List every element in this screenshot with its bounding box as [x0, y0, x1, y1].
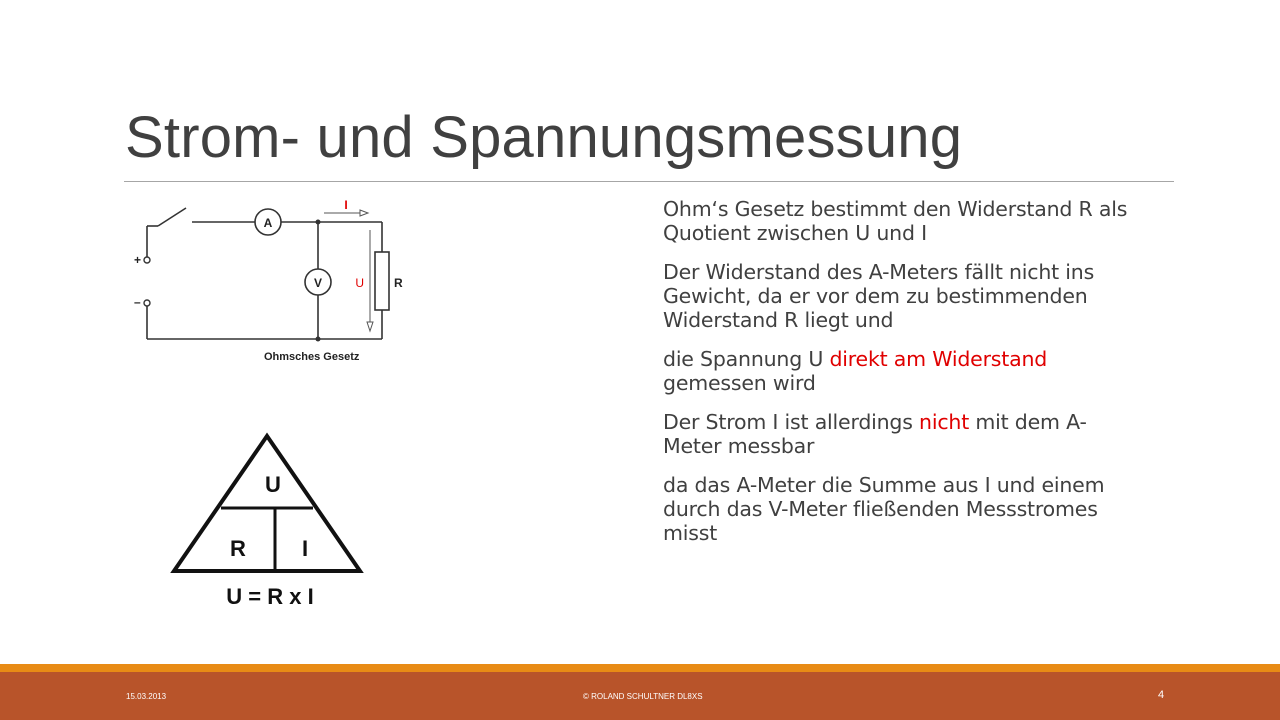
triangle-top-label: U	[265, 472, 281, 497]
junction-bottom	[316, 337, 321, 342]
footer-accent-line	[0, 664, 1280, 672]
bullet-text: gemessen wird	[663, 371, 816, 395]
plus-terminal	[144, 257, 150, 263]
junction-top	[316, 220, 321, 225]
circuit-caption: Ohmsches Gesetz	[264, 351, 360, 363]
current-label: I	[344, 198, 348, 212]
minus-label: –	[134, 295, 141, 309]
ohm-circuit-diagram	[128, 194, 403, 364]
slide-title: Strom- und Spannungsmessung	[125, 105, 963, 170]
bullet-item	[663, 410, 1143, 458]
triangle-right-label: I	[301, 536, 309, 561]
switch-lever	[158, 208, 186, 226]
title-divider	[124, 181, 1174, 182]
bullet-text: Ohm‘s Gesetz bestimmt den Widerstand R als Quotient zwischen U und I	[663, 197, 1128, 245]
bullet-item	[663, 197, 1143, 245]
voltmeter-label: V	[313, 276, 323, 290]
bullet-item	[663, 473, 1143, 545]
bullet-text: da das A-Meter die Summe aus I und einem durch das V-Meter fließenden Messstromes misst	[663, 473, 1105, 545]
footer-date: 15.03.2013	[126, 692, 167, 701]
ammeter-label: A	[263, 216, 273, 230]
resistor-label: R	[394, 276, 403, 290]
bullet-list	[663, 197, 1143, 560]
resistor-symbol	[375, 252, 389, 310]
ohm-formula: U = R x I	[226, 584, 314, 609]
triangle-outline	[174, 436, 360, 571]
bullet-item	[663, 260, 1143, 332]
highlight-text: direkt am Widerstand	[829, 347, 1048, 371]
highlight-text: nicht	[919, 410, 970, 434]
bullet-text: mit dem A-Meter messbar	[663, 410, 1087, 458]
footer-copyright: © ROLAND SCHULTNER DL8XS	[583, 692, 703, 701]
current-arrow-head	[360, 210, 368, 216]
bullet-item	[663, 347, 1143, 395]
voltage-label: U	[355, 276, 364, 290]
ohm-triangle-diagram	[170, 428, 370, 613]
voltage-arrow-head	[367, 322, 373, 331]
minus-terminal	[144, 300, 150, 306]
bullet-text: die Spannung U	[663, 347, 830, 371]
bullet-text: Der Widerstand des A-Meters fällt nicht ins Gewicht, da er vor dem zu bestimmenden Widerstand R liegt und	[663, 260, 1095, 332]
bullet-text: Der Strom I ist allerdings	[663, 410, 920, 434]
triangle-left-label: R	[230, 536, 246, 561]
plus-label: +	[134, 253, 142, 267]
footer-bar	[0, 672, 1280, 720]
page-number: 4	[1158, 689, 1165, 701]
